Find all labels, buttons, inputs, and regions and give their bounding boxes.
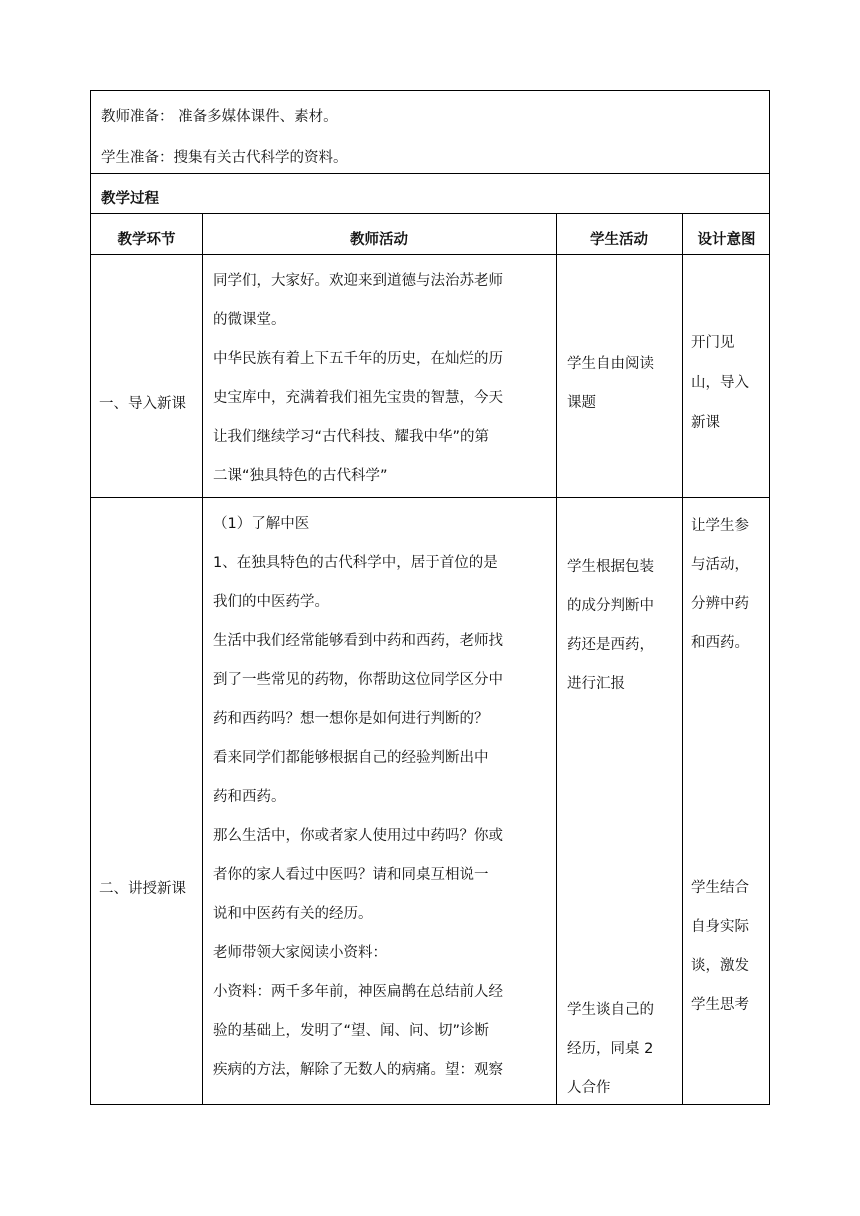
text-line: 药和西药吗？想一想你是如何进行判断的？ — [213, 711, 489, 727]
text-line: 看来同学们都能够根据自己的经验判断出中 — [213, 750, 489, 766]
teacher-activity-text — [213, 505, 503, 1090]
text-line: 人合作 — [567, 1080, 611, 1096]
stage-label: 二、讲授新课 — [99, 881, 186, 897]
text-line: 与活动， — [691, 557, 749, 573]
design-intent-text — [691, 869, 749, 1025]
text-line: 小资料：两千多年前，神医扁鹊在总结前人经 — [213, 984, 503, 1000]
text-line: 药和西药。 — [213, 789, 286, 805]
text-line: 我们的中医药学。 — [213, 594, 329, 610]
text-line: 史宝库中，充满着我们祖先宝贵的智慧，今天 — [213, 390, 503, 406]
text-line: （1）了解中医 — [213, 516, 310, 532]
text-line: 同学们，大家好。欢迎来到道德与法治苏老师 — [213, 273, 503, 289]
text-line: 和西药。 — [691, 635, 749, 651]
col-divider — [556, 213, 557, 1104]
process-title: 教学过程 — [101, 191, 159, 207]
row-divider — [91, 254, 769, 255]
header-stage: 教学环节 — [117, 232, 176, 248]
text-line: 的微课堂。 — [213, 312, 286, 328]
text-line: 1、在独具特色的古代科学中，居于首位的是 — [213, 555, 498, 571]
teacher-prep: 教师准备： 准备多媒体课件、素材。 — [101, 109, 338, 125]
col-divider — [682, 213, 683, 1104]
design-intent-text — [691, 323, 749, 443]
text-line: 者你的家人看过中医吗？请和同桌互相说一 — [213, 867, 489, 883]
text-line: 药还是西药， — [567, 637, 654, 653]
text-line: 进行汇报 — [567, 676, 625, 692]
text-line: 新课 — [691, 415, 720, 431]
text-line: 学生结合 — [691, 880, 749, 896]
text-line: 说和中医药有关的经历。 — [213, 906, 373, 922]
text-line: 学生谈自己的 — [567, 1002, 654, 1018]
header-student-activity: 学生活动 — [590, 232, 648, 248]
text-line: 让我们继续学习“古代科技、耀我中华”的第 — [213, 429, 490, 445]
student-activity-text — [567, 991, 654, 1108]
row-divider — [91, 173, 769, 174]
header-teacher-activity: 教师活动 — [350, 232, 408, 248]
lesson-plan-table — [90, 90, 770, 1105]
text-line: 中华民族有着上下五千年的历史，在灿烂的历 — [213, 351, 503, 367]
stage-label: 一、导入新课 — [99, 396, 186, 412]
student-activity-text — [567, 548, 654, 704]
text-line: 分辨中药 — [691, 596, 749, 612]
text-line: 山，导入 — [691, 375, 749, 391]
text-line: 二课“独具特色的古代科学” — [213, 468, 388, 484]
row-divider — [91, 497, 769, 498]
text-line: 谈，激发 — [691, 958, 749, 974]
teacher-activity-text — [213, 262, 503, 496]
text-line: 的成分判断中 — [567, 598, 654, 614]
text-line: 学生思考 — [691, 997, 749, 1013]
text-line: 开门见 — [691, 335, 735, 351]
text-line: 学生根据包装 — [567, 559, 654, 575]
text-line: 疾病的方法，解除了无数人的病痛。望：观察 — [213, 1062, 503, 1078]
text-line: 那么生活中，你或者家人使用过中药吗？你或 — [213, 828, 503, 844]
student-activity-text — [567, 345, 654, 423]
row-divider — [91, 213, 769, 214]
text-line: 到了一些常见的药物，你帮助这位同学区分中 — [213, 672, 503, 688]
student-prep: 学生准备：搜集有关古代科学的资料。 — [101, 150, 348, 166]
text-line: 经历，同桌 2 — [567, 1041, 654, 1057]
text-line: 学生自由阅读 — [567, 356, 654, 372]
text-line: 自身实际 — [691, 919, 749, 935]
text-line: 课题 — [567, 395, 596, 411]
text-line: 验的基础上，发明了“望、闻、问、切”诊断 — [213, 1023, 490, 1039]
design-intent-text — [691, 507, 749, 663]
text-line: 让学生参 — [691, 518, 749, 534]
header-design-intent: 设计意图 — [697, 232, 756, 248]
text-line: 老师带领大家阅读小资料： — [213, 945, 387, 961]
col-divider — [202, 213, 203, 1104]
text-line: 生活中我们经常能够看到中药和西药，老师找 — [213, 633, 503, 649]
